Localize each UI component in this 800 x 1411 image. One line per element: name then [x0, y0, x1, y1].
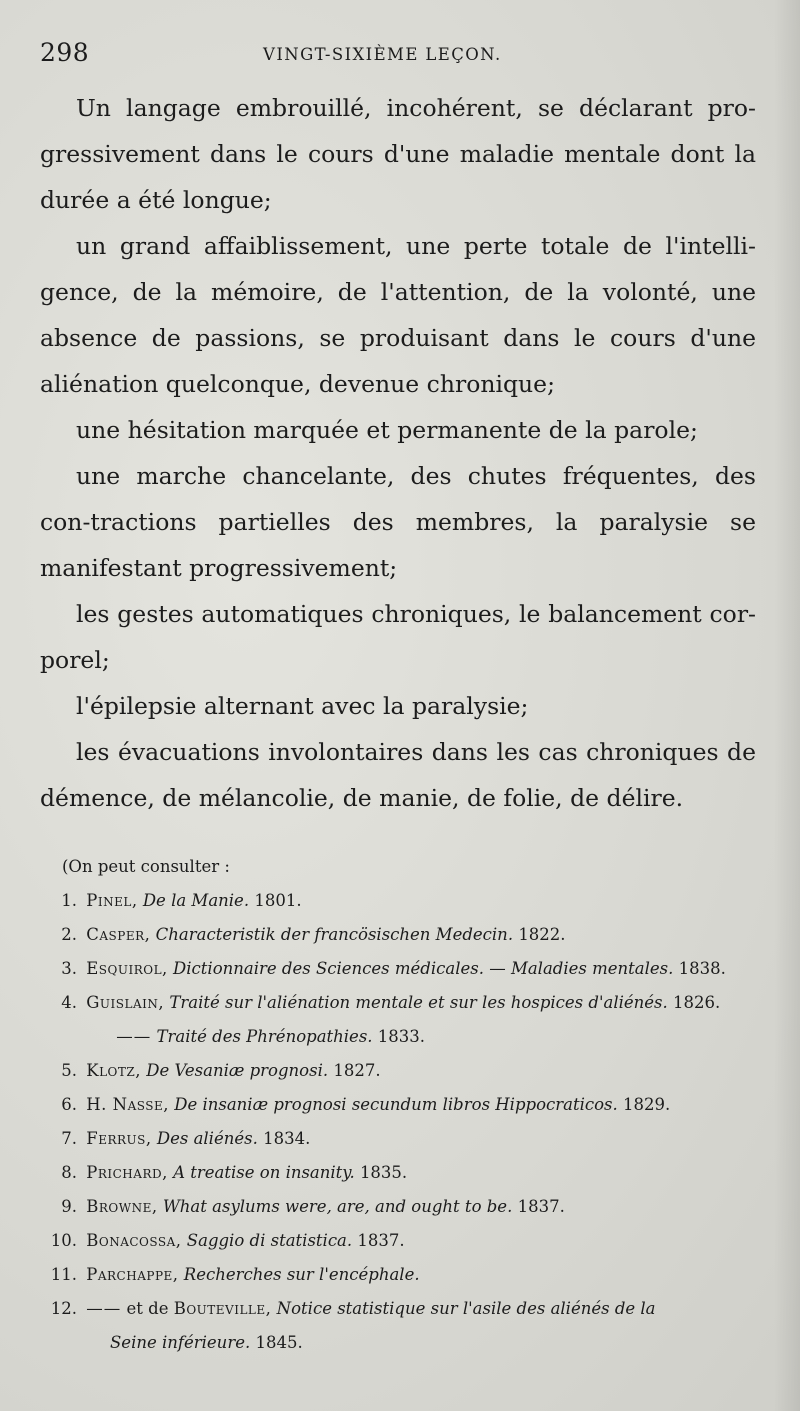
reference-title: De insaniæ prognosi secundum libros Hippocraticos.: [174, 1095, 618, 1114]
reference-item: [50, 1054, 760, 1088]
reference-item: [50, 884, 760, 918]
paragraph: une hésitation marquée et permanente de la parole;: [76, 416, 698, 444]
notes-intro: (On peut consulter :: [62, 857, 230, 876]
reference-author: H. Nasse,: [86, 1095, 169, 1114]
reference-number: 3.: [61, 959, 77, 978]
reference-year: 1837.: [357, 1231, 405, 1250]
reference-number: 1.: [61, 891, 77, 910]
reference-title: De Vesaniæ prognosi.: [146, 1061, 329, 1080]
reference-number: 11.: [50, 1265, 77, 1284]
reference-author: Prichard,: [86, 1163, 168, 1182]
reference-number: 9.: [61, 1197, 77, 1216]
reference-title: Des aliénés.: [156, 1129, 258, 1148]
reference-number: 10.: [50, 1231, 77, 1250]
page-header: [40, 38, 760, 78]
reference-joiner: et de: [126, 1299, 169, 1318]
reference-item: [50, 1224, 760, 1258]
reference-year: 1829.: [623, 1095, 671, 1114]
reference-title: Dictionnaire des Sciences médicales.: [173, 959, 484, 978]
reference-year: 1834.: [263, 1129, 311, 1148]
reference-title: De la Manie.: [142, 891, 250, 910]
reference-author-repeat: ——: [86, 1299, 122, 1318]
reference-title: A treatise on insanity.: [173, 1163, 355, 1182]
reference-number: 4.: [61, 993, 77, 1012]
reference-title: Saggio di statistica.: [186, 1231, 353, 1250]
reference-separator: —: [489, 959, 506, 978]
reference-author: Pinel,: [86, 891, 138, 910]
reference-author: Browne,: [86, 1197, 158, 1216]
reference-year: 1822.: [518, 925, 566, 944]
reference-title: What asylums were, are, and ought to be.: [162, 1197, 513, 1216]
reference-title: Notice statistique sur l'asile des aliénés de la: [276, 1299, 656, 1318]
reference-item: [50, 986, 760, 1020]
reference-title: Traité sur l'aliénation mentale et sur les hospices d'aliénés.: [169, 993, 668, 1012]
reference-author: Parchappe,: [86, 1265, 179, 1284]
reference-item: [50, 1020, 760, 1054]
reference-year: 1833.: [377, 1027, 426, 1046]
reference-year: 1801.: [254, 891, 302, 910]
paragraph: les évacuations involontaires dans les cas chroniques de démence, de mélancolie, de manie, de folie, de délire.: [40, 738, 756, 812]
reference-year: 1827.: [333, 1061, 381, 1080]
reference-item: [50, 1088, 760, 1122]
running-head: VINGT-SIXIÈME LEÇON.: [263, 45, 502, 64]
reference-title: Seine inférieure.: [110, 1333, 251, 1352]
reference-number: 7.: [61, 1129, 77, 1148]
paragraph: Un langage embrouillé, incohérent, se déclarant pro-gressivement dans le cours d'une maladie mentale dont la durée a été longue;: [40, 94, 756, 214]
reference-item: [50, 952, 760, 986]
reference-year: 1835.: [359, 1163, 408, 1182]
reference-item: [50, 1292, 760, 1326]
reference-number: 2.: [61, 925, 77, 944]
reference-item-continuation: [50, 1326, 760, 1360]
paragraph: un grand affaiblissement, une perte totale de l'intelli-gence, de la mémoire, de l'attention, de la volonté, une absence de passions, se produisant dans le cours d'une aliénation quelconque, devenue chronique;: [40, 232, 756, 398]
reference-number: 6.: [61, 1095, 77, 1114]
paragraph: une marche chancelante, des chutes fréquentes, des con-tractions partielles des membres, la paralysie se manifestant progressivement;: [40, 462, 756, 582]
bibliography-notes: [50, 850, 760, 1360]
reference-title: Traité des Phrénopathies.: [156, 1027, 373, 1046]
reference-author: Esquirol,: [86, 959, 168, 978]
reference-year: 1838.: [678, 959, 726, 978]
reference-author: Casper,: [86, 925, 151, 944]
body-text: [40, 85, 756, 821]
reference-author: Ferrus,: [86, 1129, 152, 1148]
reference-author: Bonacossa,: [86, 1231, 182, 1250]
reference-author: Klotz,: [86, 1061, 141, 1080]
reference-number: 12.: [50, 1299, 77, 1318]
reference-item: [50, 918, 760, 952]
reference-year: 1845.: [255, 1333, 303, 1352]
paragraph: les gestes automatiques chroniques, le balancement cor-porel;: [40, 600, 756, 674]
reference-title: Recherches sur l'encéphale.: [183, 1265, 420, 1284]
reference-author: Guislain,: [86, 993, 165, 1012]
reference-author: Bouteville,: [173, 1299, 272, 1318]
paragraph: l'épilepsie alternant avec la paralysie;: [76, 692, 529, 720]
reference-title: Maladies mentales.: [510, 959, 674, 978]
reference-title: Characteristik der francösischen Medecin.: [155, 925, 514, 944]
reference-number: 8.: [61, 1163, 77, 1182]
reference-year: 1837.: [517, 1197, 565, 1216]
reference-number: 5.: [61, 1061, 77, 1080]
reference-author-repeat: ——: [116, 1027, 152, 1046]
reference-item: [50, 1122, 760, 1156]
reference-item: [50, 1190, 760, 1224]
reference-item: [50, 1156, 760, 1190]
reference-year: 1826.: [673, 993, 721, 1012]
reference-item: [50, 1258, 760, 1292]
page-edge-shadow: [774, 0, 800, 1411]
page-number: 298: [40, 38, 90, 67]
